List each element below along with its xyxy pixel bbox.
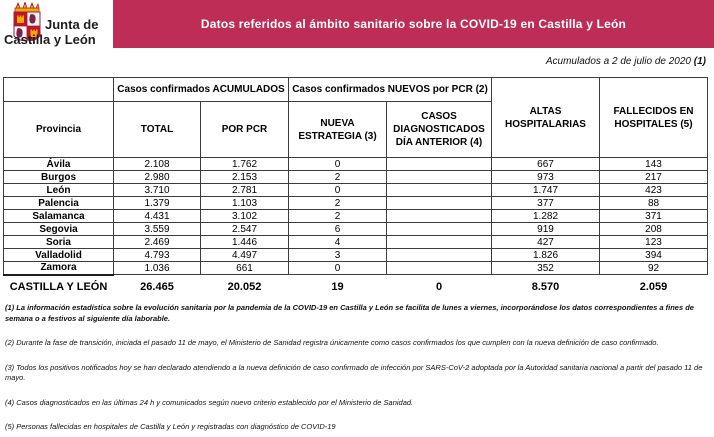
footnote-2: (2) Durante la fase de transición, iniciada el pasado 11 de mayo, el Ministerio de Sanidad registra únicamente como casos confirmados los que cumplen con la nueva definición de caso confirmado. bbox=[5, 338, 659, 347]
table-cell bbox=[387, 223, 492, 236]
province-name-cell: Zamora bbox=[4, 262, 114, 275]
table-cell: 377 bbox=[492, 197, 600, 210]
table-cell: 423 bbox=[600, 184, 708, 197]
table-cell: 3.102 bbox=[201, 210, 289, 223]
table-cell: 1.036 bbox=[114, 262, 201, 275]
table-group-header-row bbox=[4, 78, 708, 102]
table-cell bbox=[387, 184, 492, 197]
table-cell: 143 bbox=[600, 158, 708, 171]
column-header-nueva-estrategia: NUEVA ESTRATEGIA (3) bbox=[289, 102, 387, 158]
table-cell bbox=[387, 171, 492, 184]
table-cell: 88 bbox=[600, 197, 708, 210]
footnote-3: (3) Todos los positivos notificados hoy se han declarado atendiendo a la nueva definición de caso confirmado de infección por SARS-CoV-2 adoptada por la Autoridad sanitaria nacional a partir del pasado 11 de mayo. bbox=[5, 362, 703, 382]
table-cell: 4.497 bbox=[201, 249, 289, 262]
table-cell bbox=[387, 262, 492, 275]
table-cell bbox=[387, 236, 492, 249]
table-cell: 1.747 bbox=[492, 184, 600, 197]
junta-logo bbox=[0, 0, 113, 54]
table-row bbox=[4, 171, 708, 184]
table-cell bbox=[387, 210, 492, 223]
table-cell: 919 bbox=[492, 223, 600, 236]
table-cell: 3 bbox=[289, 249, 387, 262]
logo-text-line2: Castilla y León bbox=[4, 32, 96, 47]
table-cell: 1.379 bbox=[114, 197, 201, 210]
table-cell: 2 bbox=[289, 210, 387, 223]
column-header-altas: ALTAS HOSPITALARIAS bbox=[492, 78, 600, 158]
table-cell: 973 bbox=[492, 171, 600, 184]
table-cell bbox=[387, 197, 492, 210]
table-cell: 6 bbox=[289, 223, 387, 236]
province-name-cell: Segovia bbox=[4, 223, 114, 236]
table-row bbox=[4, 223, 708, 236]
accumulated-date-line bbox=[546, 56, 706, 67]
table-cell: 1.103 bbox=[201, 197, 289, 210]
column-header-por-pcr: POR PCR bbox=[201, 102, 289, 158]
table-cell: 394 bbox=[600, 249, 708, 262]
table-cell: 3.559 bbox=[114, 223, 201, 236]
province-name-cell: Palencia bbox=[4, 197, 114, 210]
table-row bbox=[4, 236, 708, 249]
province-name-cell: León bbox=[4, 184, 114, 197]
group-header-accumulated: Casos confirmados ACUMULADOS bbox=[114, 78, 289, 102]
table-row bbox=[4, 249, 708, 262]
footnote-5: (5) Personas fallecidas en hospitales de Castilla y León y registradas con diagnóstico de COVID-19 bbox=[5, 422, 336, 431]
table-cell: 2.108 bbox=[114, 158, 201, 171]
province-name-cell: Salamanca bbox=[4, 210, 114, 223]
table-cell: 1.446 bbox=[201, 236, 289, 249]
table-row bbox=[4, 262, 708, 275]
table-cell: 3.710 bbox=[114, 184, 201, 197]
covid-data-table bbox=[3, 77, 708, 295]
province-name-cell: Soria bbox=[4, 236, 114, 249]
total-cell: 8.570 bbox=[531, 280, 560, 293]
table-cell: 1.826 bbox=[492, 249, 600, 262]
total-cell: 0 bbox=[435, 280, 443, 293]
table-cell: 352 bbox=[492, 262, 600, 275]
accumulated-date-text: Acumulados a 2 de julio de 2020 bbox=[545, 56, 694, 67]
province-name-cell: Ávila bbox=[4, 158, 114, 171]
table-cell: 2.781 bbox=[201, 184, 289, 197]
table-cell: 0 bbox=[289, 184, 387, 197]
total-cell: 26.465 bbox=[140, 280, 174, 293]
total-row-label: CASTILLA Y LEÓN bbox=[9, 281, 108, 293]
table-cell: 208 bbox=[600, 223, 708, 236]
table-cell: 2 bbox=[289, 171, 387, 184]
group-header-new-pcr: Casos confirmados NUEVOS por PCR (2) bbox=[289, 78, 492, 102]
column-header-provincia: Provincia bbox=[4, 102, 114, 158]
table-cell: 4.431 bbox=[114, 210, 201, 223]
table-row bbox=[4, 184, 708, 197]
table-cell: 2.980 bbox=[114, 171, 201, 184]
column-header-casos-diagnosticados: CASOS DIAGNOSTICADOS DÍA ANTERIOR (4) bbox=[387, 102, 492, 158]
accumulated-date-ref: (1) bbox=[693, 56, 706, 67]
table-cell: 217 bbox=[600, 171, 708, 184]
table-cell: 2.469 bbox=[114, 236, 201, 249]
table-cell: 427 bbox=[492, 236, 600, 249]
total-cell: 20.052 bbox=[227, 280, 262, 293]
table-cell: 0 bbox=[289, 158, 387, 171]
table-cell: 4.793 bbox=[114, 249, 201, 262]
column-header-fallecidos: FALLECIDOS EN HOSPITALES (5) bbox=[600, 78, 708, 158]
table-cell: 1.762 bbox=[201, 158, 289, 171]
table-cell: 2.153 bbox=[201, 171, 289, 184]
table-cell: 661 bbox=[201, 262, 289, 275]
table-cell: 92 bbox=[600, 262, 708, 275]
table-cell: 123 bbox=[600, 236, 708, 249]
table-row bbox=[4, 158, 708, 171]
footnotes-section bbox=[5, 303, 711, 437]
table-cell: 2.547 bbox=[201, 223, 289, 236]
column-header-total: TOTAL bbox=[114, 102, 201, 158]
table-cell bbox=[387, 249, 492, 262]
logo-text-line1: Junta de bbox=[45, 17, 99, 32]
table-total-row bbox=[4, 275, 708, 295]
table-row bbox=[4, 210, 708, 223]
table-corner-spacer bbox=[4, 78, 114, 102]
table-cell: 371 bbox=[600, 210, 708, 223]
header-bar bbox=[113, 0, 714, 48]
page-title: Datos referidos al ámbito sanitario sobre la COVID-19 en Castilla y León bbox=[200, 17, 627, 31]
table-cell: 4 bbox=[289, 236, 387, 249]
footnote-1: (1) La información estadística sobre la evolución sanitaria por la pandemia de la COVID-19 en Castilla y León se facilita de lunes a viernes, incorporándose los datos correspondientes a fines de semana o a festivos al siguiente día laborable. bbox=[5, 303, 694, 323]
table-row bbox=[4, 197, 708, 210]
province-name-cell: Valladolid bbox=[4, 249, 114, 262]
table-cell: 667 bbox=[492, 158, 600, 171]
table-cell: 1.282 bbox=[492, 210, 600, 223]
table-cell bbox=[387, 158, 492, 171]
total-cell: 2.059 bbox=[639, 280, 668, 293]
footnote-4: (4) Casos diagnosticados en las últimas 24 h y comunicados según nuevo criterio establecido por el Ministerio de Sanidad. bbox=[5, 397, 414, 407]
table-cell: 0 bbox=[289, 262, 387, 275]
province-name-cell: Burgos bbox=[4, 171, 114, 184]
total-cell: 19 bbox=[331, 280, 344, 293]
table-cell: 2 bbox=[289, 197, 387, 210]
